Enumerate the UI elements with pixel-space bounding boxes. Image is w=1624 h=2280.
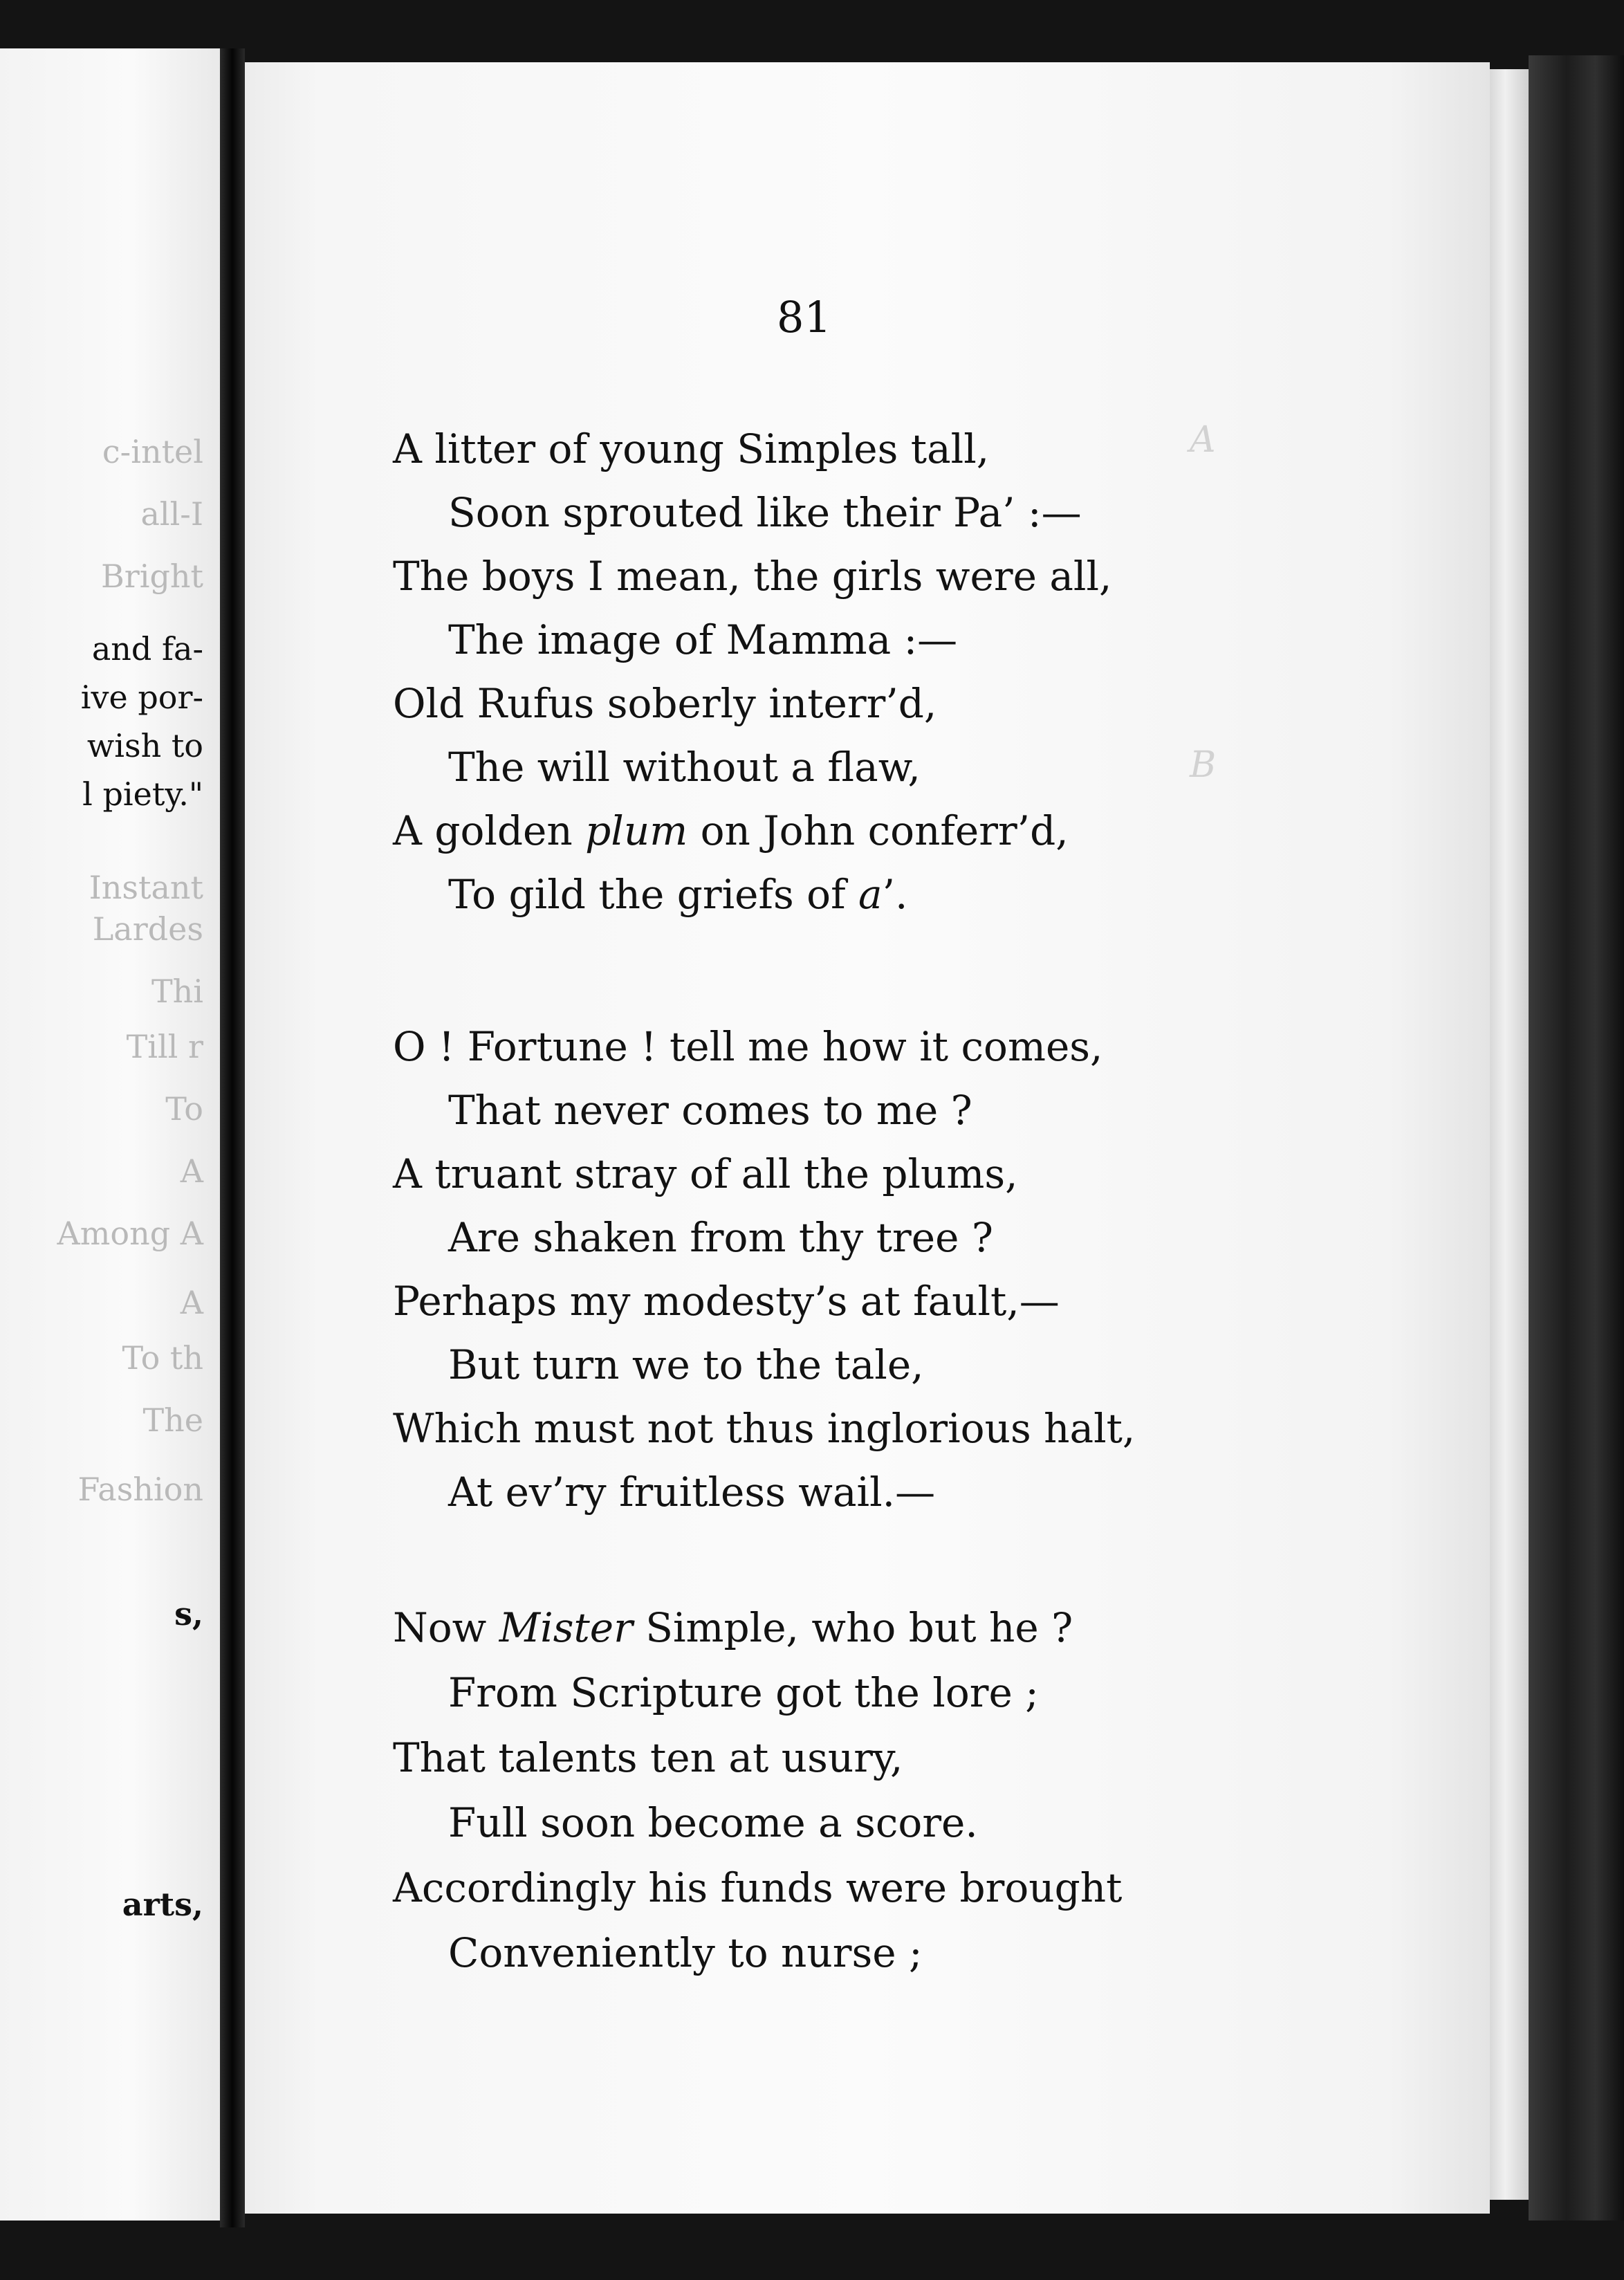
- left-page-line: Lardes: [92, 910, 203, 948]
- verse-line: A truant stray of all the plums,: [393, 1150, 1018, 1197]
- verse-line: From Scripture got the lore ;: [448, 1669, 1039, 1716]
- verse-line: The will without a flaw,: [448, 744, 921, 791]
- verse-line: Perhaps my modesty’s at fault,—: [393, 1278, 1060, 1325]
- left-page-line: To: [165, 1090, 203, 1128]
- left-page-line: Till r: [126, 1028, 203, 1065]
- left-page-line: Instant: [89, 869, 203, 906]
- left-page-line: l piety.": [82, 775, 203, 813]
- verse-line: But turn we to the tale,: [448, 1341, 924, 1388]
- verse-line: That talents ten at usury,: [393, 1734, 903, 1781]
- verse-line: Accordingly his funds were brought: [393, 1864, 1123, 1911]
- torn-page-edge: [1490, 69, 1529, 2200]
- page-number: 81: [777, 292, 831, 342]
- verse-line: To gild the griefs of a’.: [448, 871, 908, 918]
- verse-line: A litter of young Simples tall,: [393, 425, 990, 472]
- left-page-line: c-intel: [102, 433, 203, 470]
- italic-word: plum: [585, 807, 688, 854]
- left-page-line: s,: [174, 1595, 203, 1633]
- left-page-line: To th: [122, 1339, 203, 1377]
- stacked-page-edges: [1529, 55, 1624, 2221]
- verse-line: Soon sprouted like their Pa’ :—: [448, 489, 1082, 536]
- verse-line: Conveniently to nurse ;: [448, 1929, 923, 1976]
- left-page-fragment: [0, 48, 220, 2221]
- left-page-line: Bright: [100, 558, 203, 595]
- left-page-line: ive por-: [80, 679, 203, 716]
- verse-line: That never comes to me ?: [448, 1087, 972, 1134]
- left-page-line: Among A: [57, 1215, 203, 1252]
- left-page-line: and fa-: [91, 630, 203, 668]
- verse-line: The image of Mamma :—: [448, 616, 958, 663]
- verse-line: O ! Fortune ! tell me how it comes,: [393, 1023, 1103, 1070]
- verse-line: Now Mister Simple, who but he ?: [393, 1604, 1073, 1651]
- verse-line: The boys I mean, the girls were all,: [393, 553, 1112, 600]
- italic-word: Mister: [499, 1604, 633, 1651]
- bleed-through-text: B: [1190, 744, 1217, 786]
- verse-line: A golden plum on John conferr’d,: [393, 807, 1069, 854]
- left-page-line: wish to: [86, 727, 203, 764]
- left-page-line: Thi: [151, 973, 203, 1010]
- bleed-through-text: A: [1190, 419, 1216, 461]
- left-page-line: Fashion: [77, 1471, 203, 1508]
- left-page-line: The: [142, 1401, 203, 1439]
- left-page-line: A: [180, 1284, 203, 1321]
- book-gutter: [220, 48, 245, 2227]
- verse-line: Full soon become a score.: [448, 1799, 978, 1846]
- verse-line: Which must not thus inglorious halt,: [393, 1405, 1136, 1452]
- verse-line: At ev’ry fruitless wail.—: [448, 1469, 936, 1516]
- verse-line: Are shaken from thy tree ?: [448, 1214, 993, 1261]
- italic-word: a: [858, 871, 883, 918]
- left-page-line: all-I: [140, 495, 203, 533]
- left-page-line: arts,: [122, 1886, 203, 1923]
- left-page-line: A: [180, 1152, 203, 1190]
- verse-line: Old Rufus soberly interr’d,: [393, 680, 937, 727]
